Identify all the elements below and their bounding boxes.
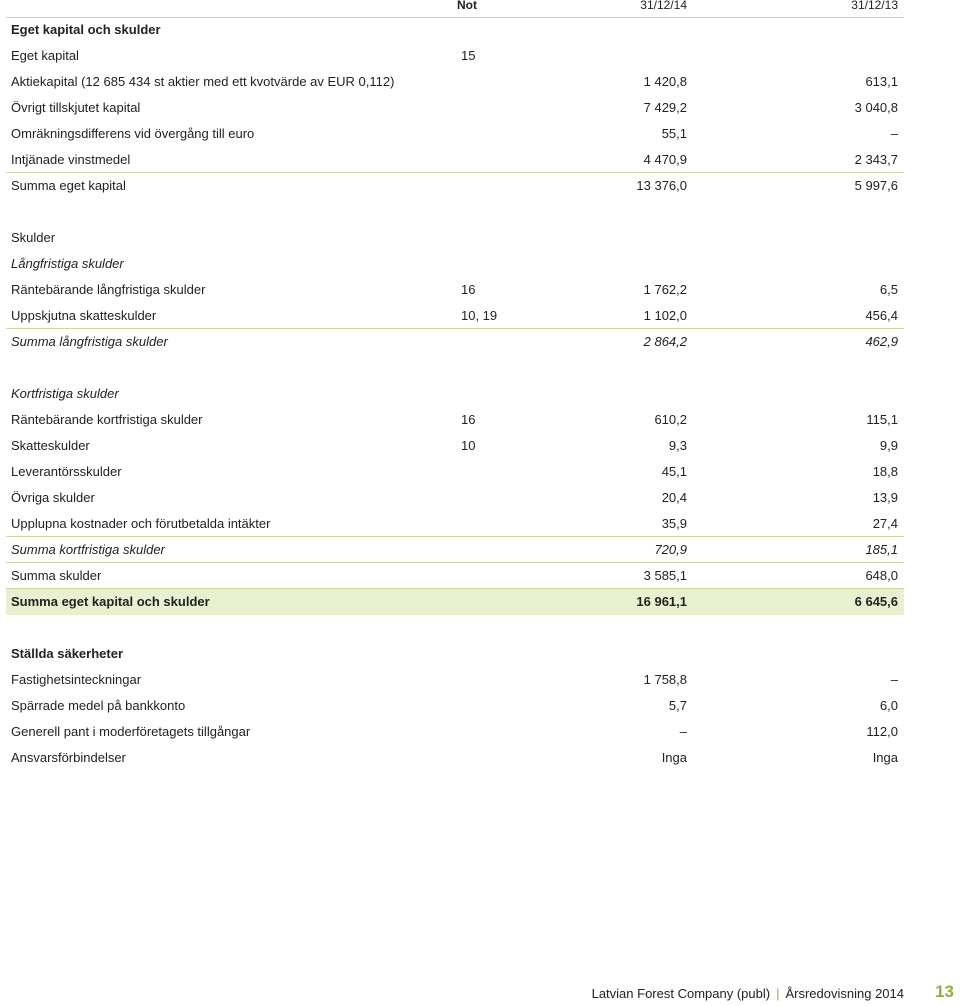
row-value-2014: – <box>679 724 687 739</box>
row-label: Kortfristiga skulder <box>11 386 119 401</box>
table-row <box>6 459 904 485</box>
row-value-2013: 18,8 <box>872 464 898 479</box>
spacer-row <box>6 615 904 641</box>
table-row <box>6 43 904 69</box>
row-value-2014: 45,1 <box>661 464 687 479</box>
row-value-2013: 13,9 <box>872 490 898 505</box>
row-label: Skatteskulder <box>11 438 90 453</box>
footer-company: Latvian Forest Company (publ) <box>591 986 771 1001</box>
row-label: Räntebärande långfristiga skulder <box>11 282 206 297</box>
row-value-2013: 3 040,8 <box>854 100 898 115</box>
table-row <box>6 251 904 277</box>
row-value-2013: 6,5 <box>879 282 898 297</box>
row-value-2013: 185,1 <box>865 542 898 557</box>
row-value-2014: 1 762,2 <box>643 282 687 297</box>
row-value-2013: 115,1 <box>866 412 898 427</box>
table-row <box>6 277 904 303</box>
table-row <box>6 329 904 355</box>
row-value-2013: 27,4 <box>872 516 898 531</box>
row-label: Räntebärande kortfristiga skulder <box>11 412 203 427</box>
row-value-2014: 7 429,2 <box>643 100 687 115</box>
table-row <box>6 589 904 615</box>
row-value-2014: Inga <box>661 750 687 765</box>
table-row <box>6 69 904 95</box>
row-value-2013: 456,4 <box>865 308 898 323</box>
row-value-2014: 1 420,8 <box>643 74 687 89</box>
table-row <box>6 433 904 459</box>
footer-separator: | <box>776 986 780 1001</box>
row-note: 10, 19 <box>461 308 498 323</box>
row-note: 16 <box>461 282 476 297</box>
row-value-2014: 9,3 <box>668 438 687 453</box>
row-value-2014: 610,2 <box>654 412 687 427</box>
row-label: Ansvarsförbindelser <box>11 750 126 765</box>
row-label: Summa kortfristiga skulder <box>11 542 165 557</box>
table-row <box>6 745 904 771</box>
row-value-2014: 35,9 <box>661 516 687 531</box>
table-row <box>6 693 904 719</box>
row-value-2013: 6 645,6 <box>854 594 898 609</box>
row-value-2014: 5,7 <box>668 698 687 713</box>
table-header <box>6 0 904 18</box>
page-number: 13 <box>935 982 954 1001</box>
row-label: Eget kapital och skulder <box>11 22 161 37</box>
balance-sheet-table <box>6 17 904 771</box>
row-label: Upplupna kostnader och förutbetalda intäkter <box>11 516 271 531</box>
header-note: Not <box>457 0 477 12</box>
row-value-2013: 613,1 <box>865 74 898 89</box>
row-note: 15 <box>461 48 476 63</box>
row-note: 16 <box>461 412 476 427</box>
row-label: Leverantörsskulder <box>11 464 122 479</box>
row-label: Summa långfristiga skulder <box>11 334 168 349</box>
table-row <box>6 407 904 433</box>
table-row <box>6 485 904 511</box>
table-row <box>6 303 904 329</box>
row-note: 10 <box>461 438 476 453</box>
table-row <box>6 121 904 147</box>
row-label: Summa eget kapital <box>11 178 126 193</box>
row-value-2014: 2 864,2 <box>643 334 687 349</box>
row-label: Övrigt tillskjutet kapital <box>11 100 141 115</box>
row-label: Intjänade vinstmedel <box>11 152 131 167</box>
row-label: Ställda säkerheter <box>11 646 124 661</box>
page-footer <box>592 986 904 1001</box>
row-label: Uppskjutna skatteskulder <box>11 308 157 323</box>
row-value-2013: 112,0 <box>866 724 898 739</box>
row-value-2013: 6,0 <box>879 698 898 713</box>
row-value-2013: 2 343,7 <box>854 152 898 167</box>
table-row <box>6 563 904 589</box>
table-row <box>6 641 904 667</box>
table-row <box>6 667 904 693</box>
row-value-2013: 9,9 <box>879 438 898 453</box>
row-value-2014: 4 470,9 <box>643 152 687 167</box>
row-label: Skulder <box>11 230 56 245</box>
spacer-row <box>6 199 904 225</box>
row-value-2014: 20,4 <box>661 490 687 505</box>
row-value-2013: Inga <box>872 750 898 765</box>
row-label: Fastighetsinteckningar <box>11 672 142 687</box>
header-year-2013: 31/12/13 <box>851 0 898 12</box>
row-value-2014: 720,9 <box>654 542 687 557</box>
row-label: Eget kapital <box>11 48 79 63</box>
row-label: Spärrade medel på bankkonto <box>11 698 186 713</box>
row-label: Omräkningsdifferens vid övergång till euro <box>11 126 255 141</box>
table-row <box>6 381 904 407</box>
row-value-2014: 16 961,1 <box>636 594 687 609</box>
table-row <box>6 719 904 745</box>
table-row <box>6 147 904 173</box>
row-label: Aktiekapital (12 685 434 st aktier med ett kvotvärde av EUR 0,112) <box>11 74 395 89</box>
header-year-2014: 31/12/14 <box>640 0 687 12</box>
row-value-2014: 55,1 <box>661 126 687 141</box>
table-row <box>6 537 904 563</box>
row-value-2013: 5 997,6 <box>854 178 898 193</box>
spacer-row <box>6 355 904 381</box>
row-value-2013: – <box>890 126 898 141</box>
row-value-2014: 3 585,1 <box>643 568 687 583</box>
table-row <box>6 17 904 43</box>
row-label: Generell pant i moderföretagets tillgångar <box>11 724 251 739</box>
row-value-2013: 462,9 <box>865 334 898 349</box>
table-row <box>6 95 904 121</box>
row-value-2014: 1 102,0 <box>643 308 687 323</box>
row-label: Långfristiga skulder <box>11 256 124 271</box>
row-value-2014: 13 376,0 <box>636 178 687 193</box>
row-label: Summa skulder <box>11 568 102 583</box>
row-value-2013: 648,0 <box>865 568 898 583</box>
table-row <box>6 225 904 251</box>
row-label: Summa eget kapital och skulder <box>11 594 210 609</box>
row-value-2013: – <box>890 672 898 687</box>
footer-report: Årsredovisning 2014 <box>785 986 904 1001</box>
table-row <box>6 173 904 199</box>
row-label: Övriga skulder <box>11 490 95 505</box>
row-value-2014: 1 758,8 <box>643 672 687 687</box>
table-row <box>6 511 904 537</box>
